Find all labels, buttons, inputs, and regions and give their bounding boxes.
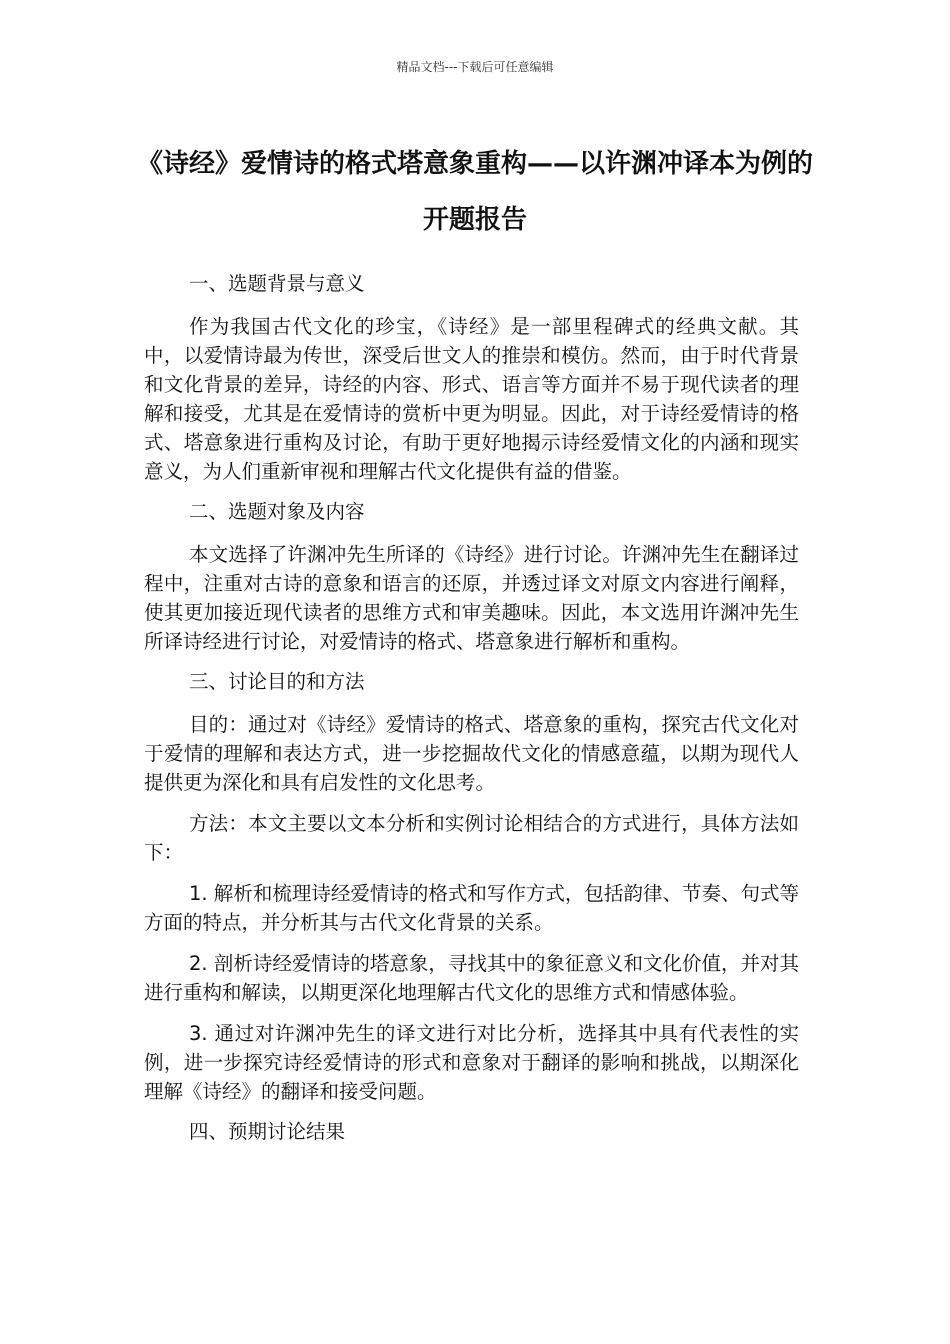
paragraph: 目的：通过对《诗经》爱情诗的格式、塔意象的重构，探究古代文化对于爱情的理解和表达方式，进一步挖掘故代文化的情感意蕴，以期为现代人提供更为深化和具有启发性的文化思考。 bbox=[144, 713, 799, 794]
paragraph: 方法：本文主要以文本分析和实例讨论相结合的方式进行，具体方法如下： bbox=[144, 812, 799, 864]
document-title: 《诗经》爱情诗的格式塔意象重构——以许渊冲译本为例的开题报告 bbox=[136, 149, 813, 235]
section-heading: 四、预期讨论结果 bbox=[189, 1120, 346, 1143]
list-item: 1. 解析和梳理诗经爱情诗的格式和写作方式，包括韵律、节奏、句式等方面的特点，并分析其与古代文化背景的关系。 bbox=[144, 882, 799, 934]
paragraph: 本文选择了许渊冲先生所译的《诗经》进行讨论。许渊冲先生在翻译过程中，注重对古诗的意象和语言的还原，并透过译文对原文内容进行阐释，使其更加接近现代读者的思维方式和审美趣味。因此，本文选用许渊冲先生所译诗经进行讨论，对爱情诗的格式、塔意象进行解析和重构。 bbox=[144, 543, 799, 653]
section-heading: 一、选题背景与意义 bbox=[189, 272, 365, 295]
header-note: 精品文档---下载后可任意编辑 bbox=[396, 60, 554, 74]
paragraph: 作为我国古代文化的珍宝，《诗经》是一部里程碑式的经典文献。其中，以爱情诗最为传世，深受后世文人的推崇和模仿。然而，由于时代背景和文化背景的差异，诗经的内容、形式、语言等方面并不易于现代读者的理解和接受，尤其是在爱情诗的赏析中更为明显。因此，对于诗经爱情诗的格式、塔意象进行重构及讨论，有助于更好地揭示诗经爱情文化的内涵和现实意义，为人们重新审视和理解古代文化提供有益的借鉴。 bbox=[144, 315, 799, 483]
section-heading: 三、讨论目的和方法 bbox=[189, 670, 365, 693]
section-heading: 二、选题对象及内容 bbox=[189, 500, 365, 523]
list-item: 3. 通过对许渊冲先生的译文进行对比分析，选择其中具有代表性的实例，进一步探究诗经爱情诗的形式和意象对于翻译的影响和挑战，以期深化理解《诗经》的翻译和接受问题。 bbox=[144, 1022, 799, 1103]
document-body bbox=[144, 270, 799, 1160]
list-item: 2. 剖析诗经爱情诗的塔意象，寻找其中的象征意义和文化价值，并对其进行重构和解读，以期更深化地理解古代文化的思维方式和情感体验。 bbox=[144, 952, 799, 1004]
